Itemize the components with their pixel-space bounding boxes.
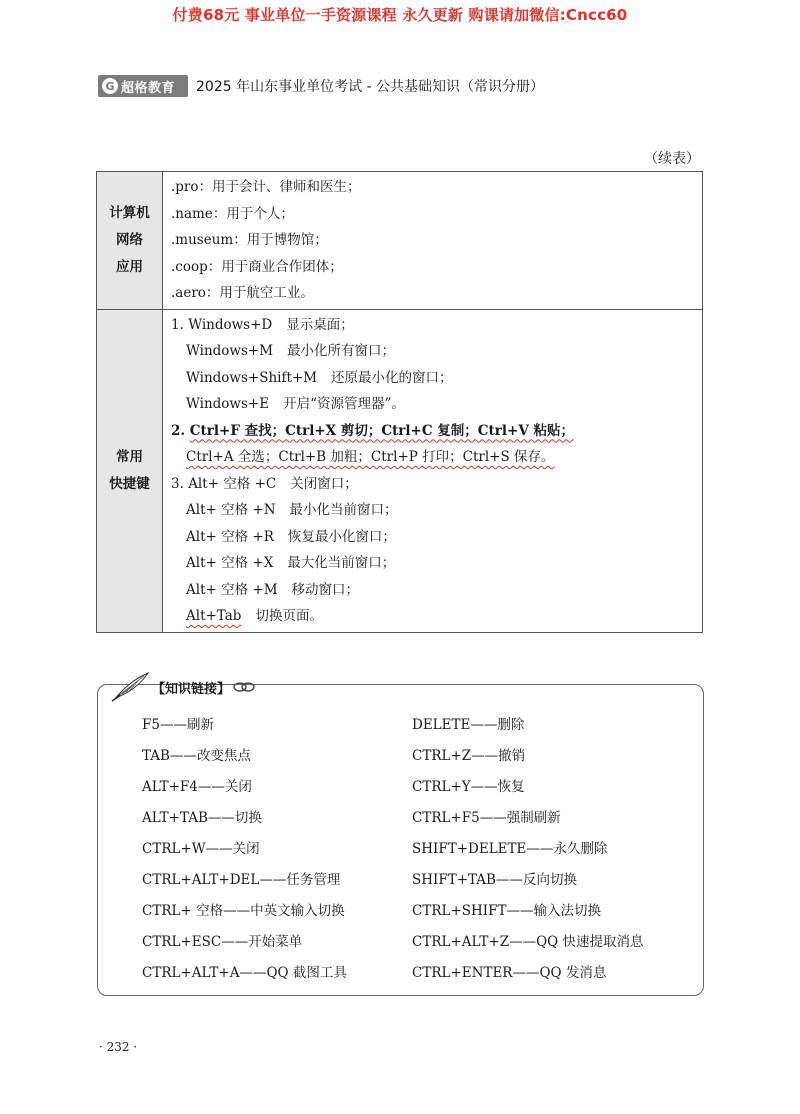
list-item <box>142 803 702 834</box>
shortcut-entry: ALT+F4——关闭 <box>142 779 252 795</box>
shortcut-line <box>171 444 702 471</box>
shortcut-desc: 移动窗口； <box>291 581 360 598</box>
shortcut-line <box>171 603 702 630</box>
list-item <box>142 927 702 958</box>
shortcut-entry: CTRL+ALT+DEL——任务管理 <box>142 872 341 888</box>
continued-label: （续表） <box>644 151 700 167</box>
shortcut-entry: CTRL+Z——撤销 <box>412 748 526 764</box>
shortcut-line <box>171 550 702 577</box>
shortcut-entry: CTRL+ESC——开始菜单 <box>142 934 303 950</box>
shortcut-key: Alt+ 空格 +X <box>186 555 274 571</box>
shortcut-entry: ALT+TAB——切换 <box>142 810 262 826</box>
shortcut-desc: 开启“资源管理器”。 <box>283 396 405 412</box>
shortcut-key: Windows+D <box>188 316 273 333</box>
logo-icon: G <box>102 78 118 94</box>
shortcut-desc: 切换页面。 <box>255 608 323 624</box>
knowledge-table <box>96 171 703 633</box>
shortcut-line <box>171 497 702 524</box>
content-cell <box>163 172 703 310</box>
shortcut-line <box>171 312 702 339</box>
logo-text: 超格教育 <box>121 80 176 96</box>
list-item <box>142 772 702 803</box>
shortcut-line <box>171 418 702 445</box>
shortcut-line <box>171 471 702 498</box>
category-line: 快捷键 <box>109 475 150 492</box>
shortcut-entry: CTRL+ALT+A——QQ 截图工具 <box>142 965 347 981</box>
shortcut-line <box>171 524 702 551</box>
shortcut-line <box>171 577 702 604</box>
shortcut-entry: SHIFT+TAB——反向切换 <box>412 872 577 888</box>
content-cell <box>163 309 703 632</box>
category-cell <box>97 172 163 310</box>
shortcut-desc: 关闭窗口； <box>290 475 358 492</box>
shortcut-key: Alt+Tab <box>186 608 242 624</box>
shortcut-line <box>171 391 702 418</box>
shortcut-desc: 最大化当前窗口； <box>287 555 396 571</box>
group-number: 1. <box>171 316 184 333</box>
knowledge-link-label: 【知识链接】 <box>152 681 231 697</box>
shortcut-entry: CTRL+F5——强制刷新 <box>412 810 561 826</box>
knowledge-link-title <box>108 672 255 702</box>
shortcut-entry: TAB——改变焦点 <box>142 748 251 764</box>
quill-pen-icon <box>108 672 150 702</box>
category-line: 常用 <box>116 448 143 465</box>
shortcut-desc: 最小化所有窗口； <box>287 343 396 359</box>
group-number: 2. <box>171 422 186 439</box>
category-line: 应用 <box>116 258 143 275</box>
list-item <box>142 896 702 927</box>
shortcut-entry: F5——刷新 <box>142 717 214 733</box>
list-item <box>142 741 702 772</box>
header-title: 2025 年山东事业单位考试 - 公共基础知识（常识分册） <box>196 79 545 95</box>
shortcut-desc: 显示桌面； <box>286 316 354 333</box>
shortcut-entry: SHIFT+DELETE——永久删除 <box>412 841 608 857</box>
shortcut-desc: 最小化当前窗口； <box>289 502 398 518</box>
shortcut-desc: 还原最小化的窗口； <box>331 369 453 386</box>
content-line: .pro：用于会计、律师和医生； <box>171 179 361 195</box>
category-line: 计算机 <box>109 204 150 221</box>
shortcut-line <box>171 338 702 365</box>
shortcut-entry: CTRL+W——关闭 <box>142 841 260 857</box>
table-row <box>97 309 703 632</box>
list-item <box>142 958 702 989</box>
list-item <box>142 865 702 896</box>
shortcut-desc: 恢复最小化窗口； <box>287 528 396 545</box>
list-item <box>142 834 702 865</box>
content-line: .museum：用于博物馆； <box>171 232 328 248</box>
group-number: 3. <box>171 475 184 492</box>
shortcut-entry: CTRL+ENTER——QQ 发消息 <box>412 965 607 981</box>
shortcut-key: Windows+E <box>186 396 270 412</box>
shortcut-key: Alt+ 空格 +N <box>186 502 276 518</box>
publisher-logo <box>98 75 188 97</box>
page-header <box>98 74 544 98</box>
shortcut-key: Alt+ 空格 +M <box>186 581 278 598</box>
shortcut-key: Alt+ 空格 +R <box>186 528 274 545</box>
content-line: .name：用于个人； <box>171 205 294 222</box>
content-line: .aero：用于航空工业。 <box>171 285 314 301</box>
shortcut-key: Alt+ 空格 +C <box>188 475 277 492</box>
shortcut-entry: CTRL+Y——恢复 <box>412 779 525 795</box>
shortcut-entry: DELETE——删除 <box>412 717 525 733</box>
watermark-banner: 付费68元 事业单位一手资源课程 永久更新 购课请加微信:Cncc60 <box>172 6 628 24</box>
shortcut-text-highlighted: Ctrl+F 查找；Ctrl+X 剪切；Ctrl+C 复制；Ctrl+V 粘贴； <box>189 422 575 439</box>
content-line: .coop：用于商业合作团体； <box>171 258 343 275</box>
table-row <box>97 172 703 310</box>
shortcut-entry: CTRL+SHIFT——输入法切换 <box>412 903 601 919</box>
shortcut-key: Windows+M <box>186 343 274 359</box>
category-line: 网络 <box>116 231 143 248</box>
shortcut-entry: CTRL+ALT+Z——QQ 快速提取消息 <box>412 934 644 950</box>
shortcut-key: Windows+Shift+M <box>186 369 318 386</box>
page-number: · 232 · <box>99 1040 138 1054</box>
chain-link-icon <box>233 681 255 693</box>
shortcut-line <box>171 365 702 392</box>
shortcut-text-highlighted: Ctrl+A 全选；Ctrl+B 加粗；Ctrl+P 打印；Ctrl+S 保存。 <box>186 449 555 465</box>
list-item <box>142 710 702 741</box>
knowledge-link-grid <box>142 710 702 989</box>
category-cell <box>97 309 163 632</box>
shortcut-entry: CTRL+ 空格——中英文输入切换 <box>142 903 345 919</box>
